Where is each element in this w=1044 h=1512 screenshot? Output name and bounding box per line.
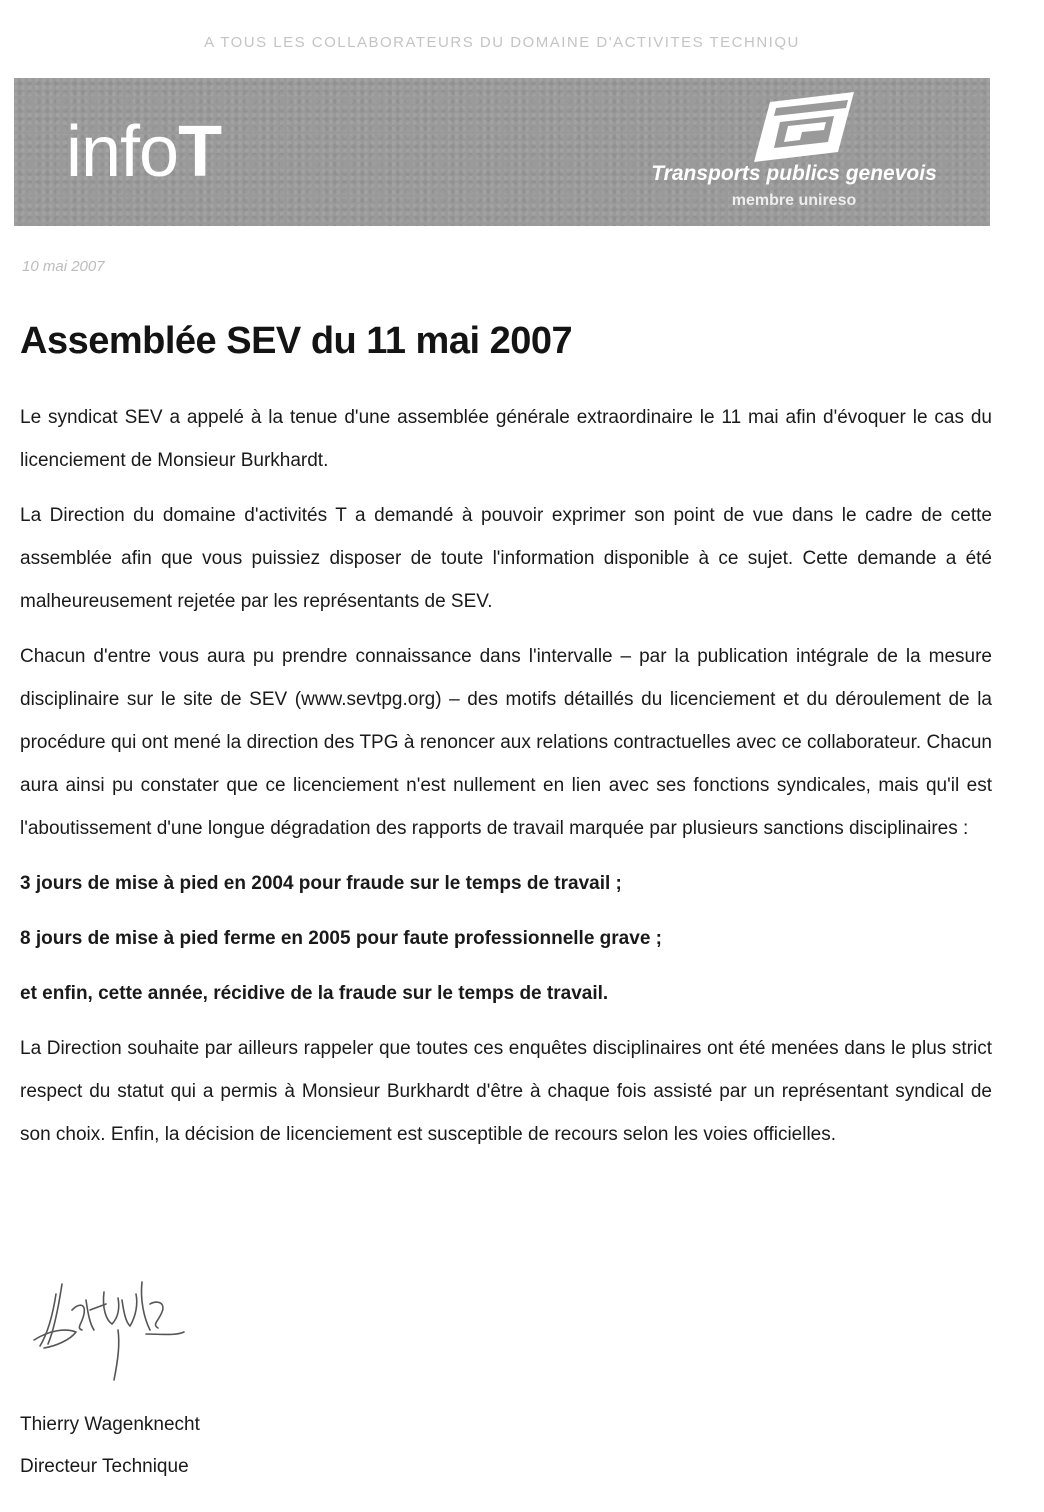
infot-logo bbox=[66, 112, 222, 192]
document-date: 10 mai 2007 bbox=[22, 258, 105, 275]
sanction-item: 8 jours de mise à pied ferme en 2005 pour faute professionnelle grave ; bbox=[20, 928, 662, 949]
document-title: Assemblée SEV du 11 mai 2007 bbox=[20, 320, 573, 362]
signer-title: Directeur Technique bbox=[20, 1456, 189, 1477]
header-banner bbox=[14, 78, 990, 226]
sanction-item: 3 jours de mise à pied en 2004 pour fraude sur le temps de travail ; bbox=[20, 873, 622, 894]
distribution-line: A TOUS LES COLLABORATEURS DU DOMAINE D'ACTIVITES TECHNIQU bbox=[204, 34, 800, 51]
paragraph: Le syndicat SEV a appelé à la tenue d'une assemblée générale extraordinaire le 11 mai afin d'évoquer le cas du licenciement de Monsieur Burkhardt. bbox=[20, 407, 992, 471]
sanction-item: et enfin, cette année, récidive de la fraude sur le temps de travail. bbox=[20, 983, 609, 1004]
signer-name: Thierry Wagenknecht bbox=[20, 1414, 200, 1435]
document-body bbox=[20, 396, 992, 1156]
handwritten-signature bbox=[26, 1270, 196, 1390]
organization-membership: membre unireso bbox=[731, 192, 857, 209]
infot-logo-info: info bbox=[66, 112, 179, 192]
closing-paragraph: La Direction souhaite par ailleurs rappeler que toutes ces enquêtes disciplinaires ont été menées dans le plus strict respect du statut qui a permis à Monsieur Burkhardt d'être à chaque fois assisté par un représentant syndical de son choix. Enfin, la décision de licenciement est susceptible de recours selon les voies officielles. bbox=[20, 1038, 992, 1145]
organization-name: Transports publics genevois bbox=[651, 162, 937, 185]
paragraph: La Direction du domaine d'activités T a demandé à pouvoir exprimer son point de vue dans le cadre de cette assemblée afin que vous puissiez disposer de toute l'information disponible à ce sujet. Cette demande a été malheureusement rejetée par les représentants de SEV. bbox=[20, 505, 992, 612]
paragraph: Chacun d'entre vous aura pu prendre connaissance dans l'intervalle – par la publication intégrale de la mesure disciplinaire sur le site de SEV (www.sevtpg.org) – des motifs détaillés du licenciement et du déroulement de la procédure qui ont mené la direction des TPG à renoncer aux relations contractuelles avec ce collaborateur. Chacun aura ainsi pu constater que ce licenciement n'est nullement en lien avec ses fonctions syndicales, mais qu'il est l'aboutissement d'une longue dégradation des rapports de travail marquée par plusieurs sanctions disciplinaires : bbox=[20, 646, 992, 839]
tpg-logo-icon bbox=[750, 92, 858, 166]
infot-logo-t: T bbox=[178, 112, 222, 192]
